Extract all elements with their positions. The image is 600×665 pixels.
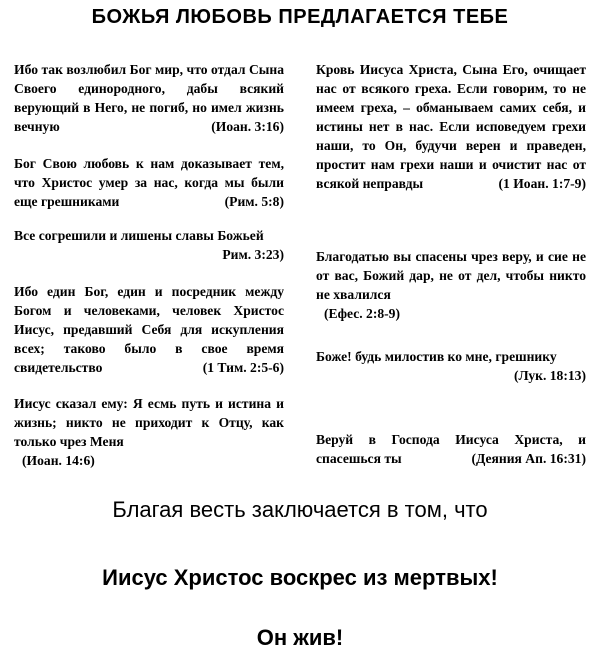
verse-acts-16-31 [316, 430, 586, 468]
verse-1john-1-7 [316, 60, 586, 193]
verse-text: Боже! будь милостив ко мне, грешнику [316, 349, 557, 364]
verse-rom-3-23 [14, 226, 284, 264]
verse-john-14-6 [14, 394, 284, 470]
verse-reference: (Лук. 18:13) [514, 368, 586, 383]
verse-text: Кровь Иисуса Христа, Сына Его, очищает нас от всякого греха. Если говорим, то не имеем греха, – обманываем самих себя, и истины нет в нас. Если исповедуем грехи наши, то Он, будучи верен и праведен, простит нам грехи наши и очистит нас от всякой неправды [316, 62, 586, 191]
verse-text: Благодатью вы спасены чрез веру, и сие не от вас, Божий дар, не от дел, чтобы никто не хвалился [316, 249, 586, 302]
page-title: БОЖЬЯ ЛЮБОВЬ ПРЕДЛАГАЕТСЯ ТЕБЕ [91, 6, 509, 28]
gospel-intro: Благая весть заключается в том, что [112, 497, 488, 522]
verse-text: Иисус сказал ему: Я есмь путь и истина и жизнь; никто не приходит к Отцу, как только чрез Меня [14, 396, 284, 449]
verse-reference: Рим. 3:23) [222, 247, 284, 262]
verse-1tim-2-5 [14, 282, 284, 377]
verse-eph-2-8 [316, 247, 586, 323]
verse-luke-18-13 [316, 347, 586, 385]
verse-text: Веруй в Господа Иисуса Христа, и спасешься ты [316, 432, 586, 466]
verse-reference: (1 Тим. 2:5-6) [202, 360, 284, 375]
gospel-risen: Иисус Христос воскрес из мертвых! [102, 565, 498, 590]
verse-text: Ибо един Бог, един и посредник между Богом и человеками, человек Христос Иисус, предавший Себя для искупления всех; таково было в свое время свидетельство [14, 284, 284, 375]
verse-reference: (Ефес. 2:8-9) [324, 306, 401, 321]
verse-reference: (Иоан. 3:16) [211, 119, 284, 134]
verse-rom-5-8 [14, 154, 284, 211]
verse-reference: (Рим. 5:8) [224, 194, 284, 209]
verse-text: Ибо так возлюбил Бог мир, что отдал Сына Своего единородного, дабы всякий верующий в Него, не погиб, но имел жизнь вечную [14, 62, 284, 134]
verse-john-3-16 [14, 60, 284, 136]
verse-text: Все согрешили и лишены славы Божьей [14, 228, 264, 243]
verse-text: Бог Свою любовь к нам доказывает тем, что Христос умер за нас, когда мы были еще грешниками [14, 156, 284, 209]
gospel-alive: Он жив! [256, 625, 344, 650]
verse-reference: (Иоан. 14:6) [22, 453, 95, 468]
verse-reference: (Деяния Ап. 16:31) [471, 451, 586, 466]
verse-reference: (1 Иоан. 1:7-9) [498, 176, 586, 191]
